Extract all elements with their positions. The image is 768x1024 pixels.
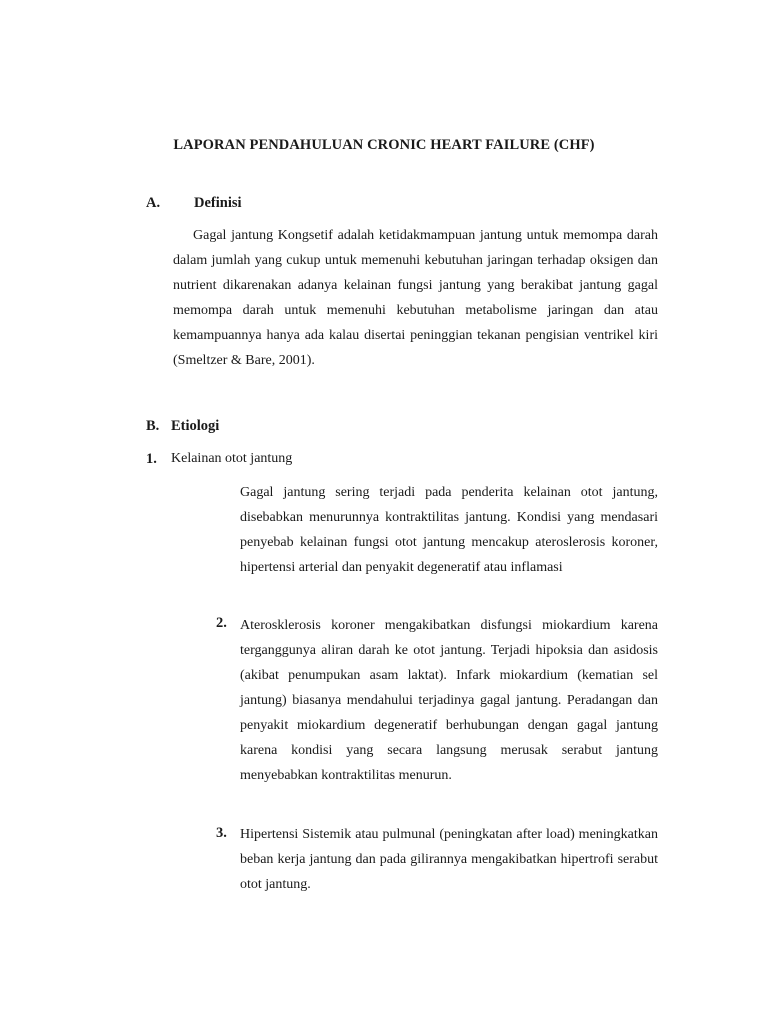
list-item-1-label: Kelainan otot jantung [171, 451, 293, 466]
section-b-heading: Etiologi [171, 418, 220, 434]
list-item-2-text: Aterosklerosis koroner mengakibatkan disfungsi miokardium karena terganggunya aliran darah ke otot jantung. Terjadi hipoksia dan asidosis (akibat penumpukan asam laktat). Infark miokardium (kematian sel jantung) biasanya mendahului terjadinya gagal jantung. Peradangan dan penyakit miokardium degeneratif berhubungan dengan gagal jantung karena kondisi yang secara langsung merusak serabut jantung menyebabkan kontraktilitas menurun. [240, 618, 658, 783]
section-a-marker: A. [146, 195, 161, 211]
list-item-3-number: 3. [216, 825, 227, 841]
list-item-1-number: 1. [146, 451, 157, 467]
document-title: LAPORAN PENDAHULUAN CRONIC HEART FAILURE (CHF) [173, 137, 595, 153]
section-a-paragraph: Gagal jantung Kongsetif adalah ketidakmampuan jantung untuk memompa darah dalam jumlah yang cukup untuk memenuhi kebutuhan jaringan terhadap oksigen dan nutrient dikarenakan adanya kelainan fungsi jantung yang berakibat jantung gagal memompa darah untuk memenuhi kebutuhan metabolisme jaringan dan atau kemampuannya hanya ada kalau disertai peninggian tekanan pengisian ventrikel kiri (Smeltzer & Bare, 2001). [173, 228, 658, 368]
list-item-3-text: Hipertensi Sistemik atau pulmunal (peningkatan after load) meningkatkan beban kerja jantung dan pada gilirannya mengakibatkan hipertrofi serabut otot jantung. [240, 827, 658, 892]
list-item-1-text: Gagal jantung sering terjadi pada penderita kelainan otot jantung, disebabkan menurunnya kontraktilitas jantung. Kondisi yang mendasari penyebab kelainan fungsi otot jantung mencakup ateroslerosis koroner, hipertensi arterial dan penyakit degeneratif atau inflamasi [240, 485, 658, 575]
section-a-heading: Definisi [194, 195, 242, 211]
section-b-marker: B. [146, 418, 160, 434]
list-item-2-number: 2. [216, 615, 227, 631]
